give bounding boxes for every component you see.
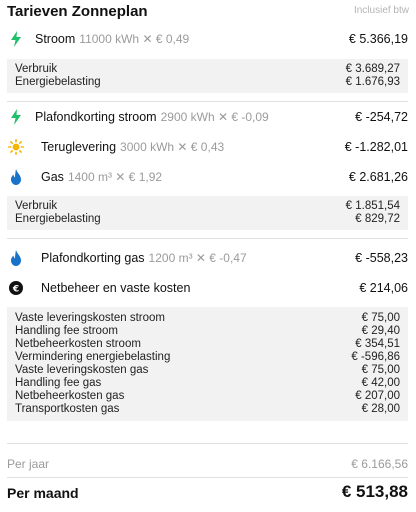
stroom-meta: 11000 kWh ✕ € 0,49 [79,32,190,46]
divider [7,238,408,239]
gas-amount: € 2.681,26 [348,170,408,184]
gas-meta: 1400 m³ ✕ € 1,92 [67,170,163,184]
breakdown-label: Handling fee gas [15,377,102,389]
row-label [35,110,269,124]
plafond-stroom-meta: 2900 kWh ✕ € -0,09 [160,110,269,124]
stroom-amount: € 5.366,19 [348,32,408,46]
breakdown-line [15,403,400,416]
breakdown-amount: € 1.851,54 [345,200,400,212]
header [7,3,409,23]
breakdown-amount: € 42,00 [361,377,400,389]
breakdown-amount: € 3.689,27 [345,63,400,75]
breakdown-line [15,364,400,377]
row-gas [7,167,408,187]
euro-icon [7,278,25,298]
row-label [35,32,189,46]
flame-icon [7,167,25,187]
breakdown-line [15,63,400,76]
row-label [41,140,224,154]
breakdown-line [15,390,400,403]
breakdown-label: Vermindering energiebelasting [15,351,171,363]
divider [7,101,408,102]
breakdown-label: Energiebelasting [15,76,101,88]
vat-note: Inclusief btw [353,5,409,16]
row-plafondkorting-gas [7,248,408,268]
breakdown-label: Verbruik [15,63,58,75]
breakdown-amount: € 1.676,93 [345,76,400,88]
stroom-breakdown [7,59,408,93]
row-netbeheer [7,278,408,298]
per-maand-amount: € 513,88 [341,482,408,501]
breakdown-amount: € -596,86 [351,351,400,363]
breakdown-amount: € 29,40 [361,325,400,337]
breakdown-label: Netbeheerkosten stroom [15,338,141,350]
lightning-bolt-icon [7,107,25,127]
breakdown-line [15,213,400,226]
breakdown-line [15,338,400,351]
breakdown-amount: € 829,72 [355,213,400,225]
sun-icon [7,137,25,157]
row-label [41,251,247,265]
row-label [41,281,190,295]
netbeheer-amount: € 214,06 [359,281,408,295]
breakdown-amount: € 354,51 [355,338,400,350]
per-maand-label: Per maand [7,485,79,501]
breakdown-label: Handling fee stroom [15,325,118,337]
breakdown-line [15,377,400,390]
gas-label: Gas [41,170,64,184]
divider [7,477,408,478]
teruglevering-label: Teruglevering [41,140,117,154]
plafond-gas-amount: € -558,23 [355,251,408,265]
breakdown-label: Verbruik [15,200,58,212]
breakdown-line [15,76,400,89]
breakdown-line [15,200,400,213]
plafond-stroom-amount: € -254,72 [355,110,408,124]
teruglevering-amount: € -1.282,01 [344,140,408,154]
per-jaar-amount: € 6.166,56 [351,457,408,471]
breakdown-amount: € 207,00 [355,390,400,402]
stroom-label: Stroom [35,32,76,46]
row-plafondkorting-stroom [7,107,408,127]
breakdown-amount: € 75,00 [361,312,400,324]
breakdown-line [15,351,400,364]
breakdown-label: Energiebelasting [15,213,101,225]
netbeheer-label: Netbeheer en vaste kosten [41,281,191,295]
divider [7,443,408,444]
gas-breakdown [7,196,408,230]
breakdown-label: Vaste leveringskosten stroom [15,312,165,324]
lightning-bolt-icon [7,29,25,49]
plafond-gas-label: Plafondkorting gas [41,251,145,265]
breakdown-line [15,325,400,338]
breakdown-label: Vaste leveringskosten gas [15,364,149,376]
per-maand-row [7,482,408,504]
row-stroom [7,29,408,49]
breakdown-label: Transportkosten gas [15,403,120,415]
breakdown-line [15,312,400,325]
breakdown-amount: € 75,00 [361,364,400,376]
plafond-stroom-label: Plafondkorting stroom [35,110,157,124]
plafond-gas-meta: 1200 m³ ✕ € -0,47 [148,251,247,265]
teruglevering-meta: 3000 kWh ✕ € 0,43 [120,140,225,154]
row-label [41,170,162,184]
flame-icon [7,248,25,268]
page-title: Tarieven Zonneplan [7,3,148,20]
row-teruglevering [7,137,408,157]
breakdown-amount: € 28,00 [361,403,400,415]
netbeheer-breakdown [7,307,408,421]
breakdown-label: Netbeheerkosten gas [15,390,125,402]
per-jaar-label: Per jaar [7,457,50,471]
per-jaar-row [7,457,408,473]
svg-text:€: € [12,284,20,295]
